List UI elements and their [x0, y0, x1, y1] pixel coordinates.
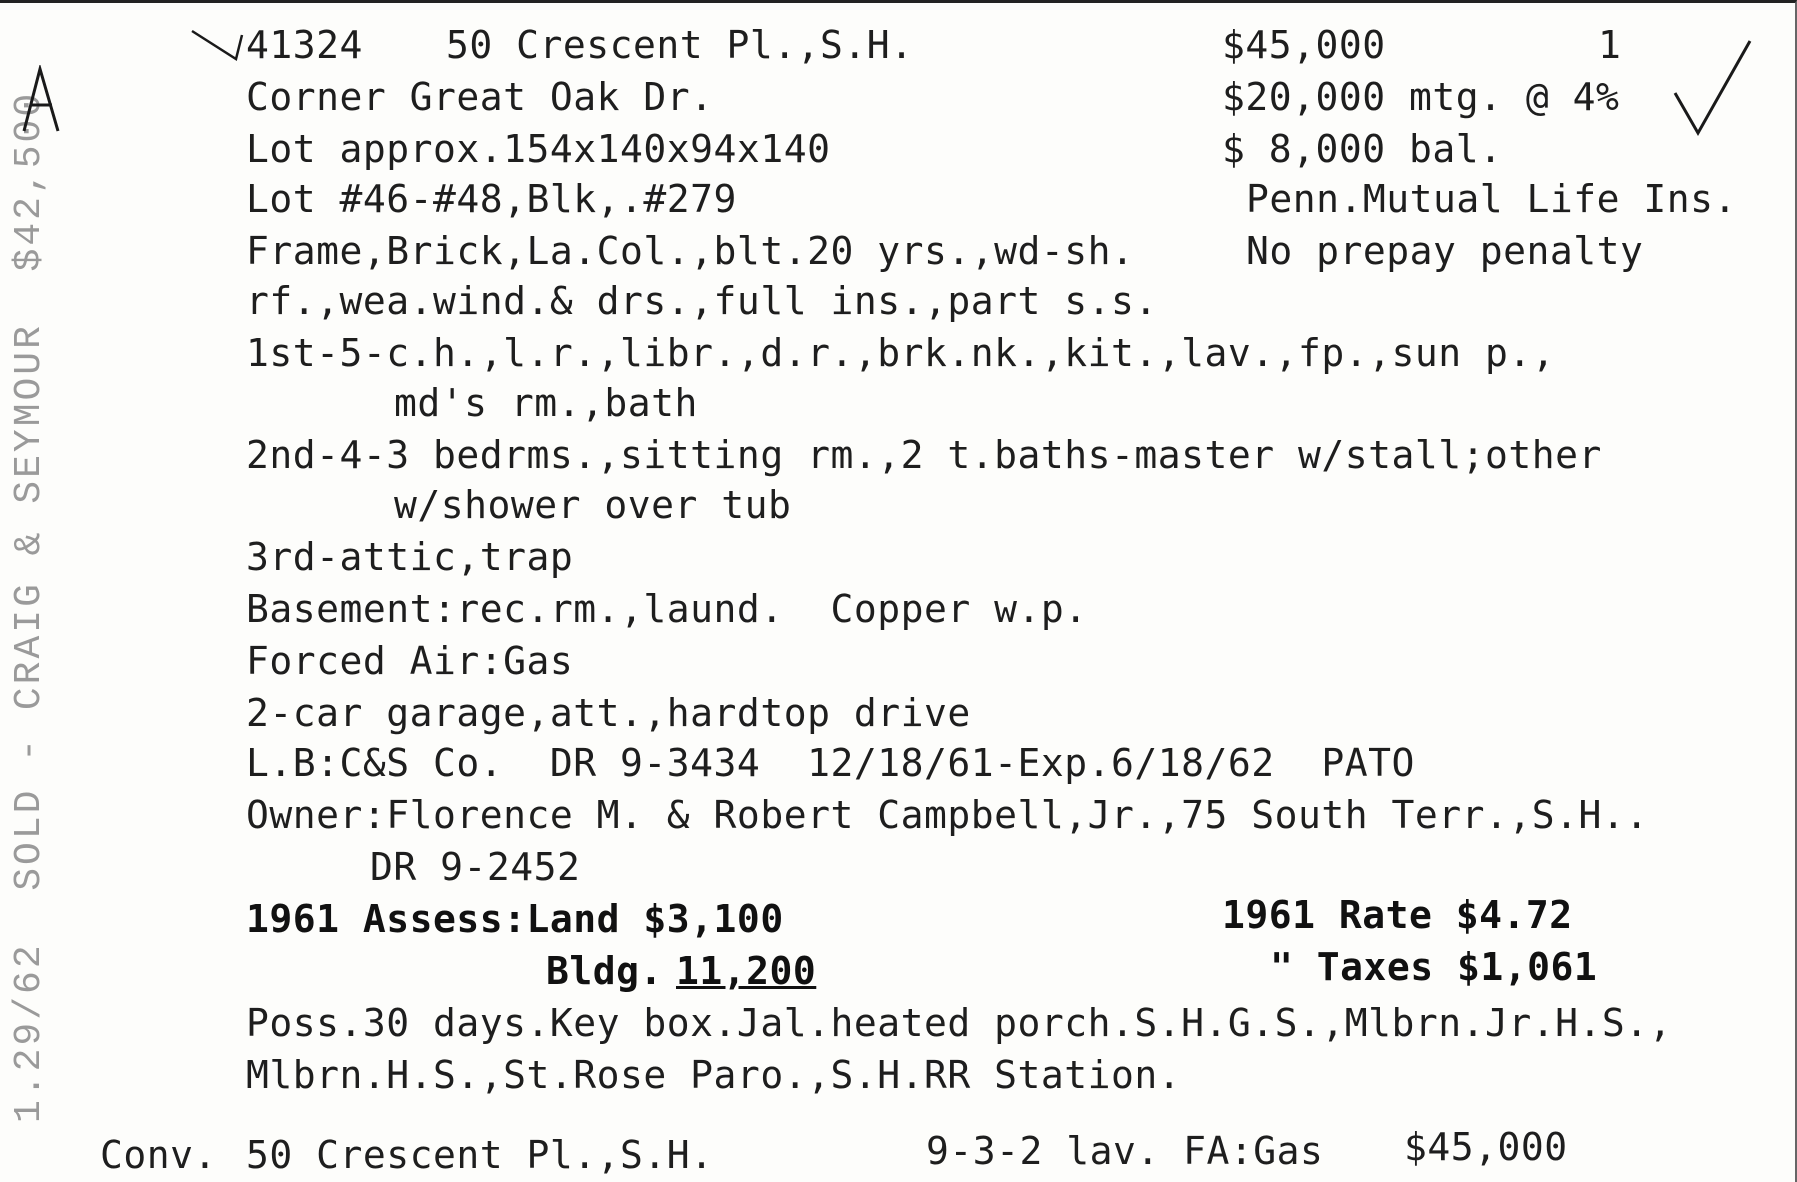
- second-floor-cont: w/shower over tub: [394, 483, 792, 527]
- first-floor-cont: md's rm.,bath: [394, 381, 698, 425]
- assessment-bldg-value: 11,200: [676, 949, 817, 993]
- features: rf.,wea.wind.& drs.,full ins.,part s.s.: [246, 279, 1158, 323]
- check-tick-icon: [190, 25, 250, 65]
- handwritten-a-icon: [18, 65, 68, 135]
- prepay-penalty: No prepay penalty: [1246, 229, 1644, 273]
- lot-block: Lot #46-#48,Blk,.#279: [246, 177, 737, 221]
- listing-broker: L.B:C&S Co. DR 9-3434 12/18/61-Exp.6/18/62 PATO: [246, 741, 1415, 785]
- owner-phone: DR 9-2452: [370, 845, 581, 889]
- sold-stamp: 1.29/62 SOLD - CRAIG & SEYMOUR $42,500: [8, 90, 51, 1123]
- card-number: 1: [1598, 23, 1622, 67]
- summary-rooms: 9-3-2 lav. FA:Gas: [926, 1129, 1324, 1173]
- second-floor: 2nd-4-3 bedrms.,sitting rm.,2 t.baths-master w/stall;other: [246, 433, 1602, 477]
- basement: Basement:rec.rm.,laund. Copper w.p.: [246, 587, 1088, 631]
- heating: Forced Air:Gas: [246, 639, 574, 683]
- summary-address: 50 Crescent Pl.,S.H.: [246, 1133, 714, 1177]
- balance: $ 8,000 bal.: [1222, 127, 1503, 171]
- summary-price: $45,000: [1404, 1125, 1568, 1169]
- checkmark-icon: [1670, 33, 1760, 143]
- corner-street: Corner Great Oak Dr.: [246, 75, 714, 119]
- tax-rate: 1961 Rate $4.72: [1222, 893, 1573, 937]
- listing-number: 41324: [246, 23, 363, 67]
- schools: Mlbrn.H.S.,St.Rose Paro.,S.H.RR Station.: [246, 1053, 1182, 1097]
- price: $45,000: [1222, 23, 1386, 67]
- assessment-bldg-label: Bldg.: [546, 949, 663, 993]
- taxes: " Taxes $1,061: [1270, 945, 1598, 989]
- address: 50 Crescent Pl.,S.H.: [446, 23, 914, 67]
- mortgage: $20,000 mtg. @ 4%: [1222, 75, 1620, 119]
- possession: Poss.30 days.Key box.Jal.heated porch.S.H.G.S.,Mlbrn.Jr.H.S.,: [246, 1001, 1673, 1045]
- third-floor: 3rd-attic,trap: [246, 535, 574, 579]
- lender: Penn.Mutual Life Ins.: [1246, 177, 1737, 221]
- lot-size: Lot approx.154x140x94x140: [246, 127, 831, 171]
- first-floor: 1st-5-c.h.,l.r.,libr.,d.r.,brk.nk.,kit.,lav.,fp.,sun p.,: [246, 331, 1556, 375]
- garage: 2-car garage,att.,hardtop drive: [246, 691, 971, 735]
- summary-type: Conv.: [100, 1133, 217, 1177]
- assessment-land: 1961 Assess:Land $3,100: [246, 897, 784, 941]
- construction: Frame,Brick,La.Col.,blt.20 yrs.,wd-sh.: [246, 229, 1135, 273]
- owner: Owner:Florence M. & Robert Campbell,Jr.,75 South Terr.,S.H..: [246, 793, 1649, 837]
